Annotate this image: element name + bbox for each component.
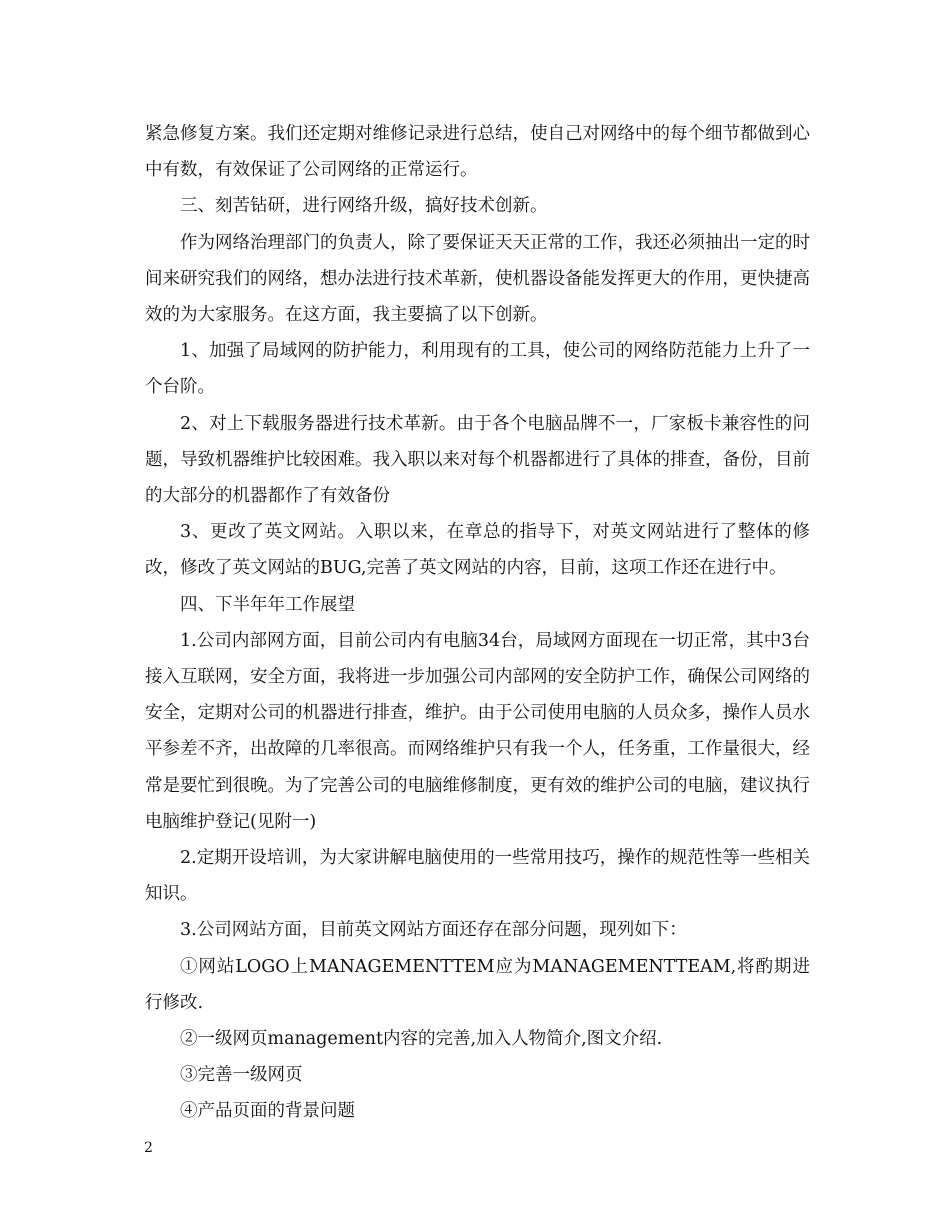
paragraph: 三、刻苦钻研，进行网络升级，搞好技术创新。 (180, 196, 548, 217)
paragraph: 作为网络治理部门的负责人，除了要保证天天正常的工作，我还必须抽出一定的时间来研究我们的网络，想办法进行技术革新，使机器设备能发挥更大的作用，更快捷高效的为大家服务。在这方面，我主要搞了以下创新。 (145, 232, 810, 326)
paragraph: 1.公司内部网方面，目前公司内有电脑34台，局域网方面现在一切正常，其中3台接入互联网，安全方面，我将进一步加强公司内部网的安全防护工作，确保公司网络的安全，定期对公司的机器进行排查，维护。由于公司使用电脑的人员众多，操作人员水平参差不齐，出故障的几率很高。而网络维护只有我一个人，任务重，工作量很大，经常是要忙到很晚。为了完善公司的电脑维修制度，更有效的维护公司的电脑，建议执行电脑维护登记(见附一) (145, 630, 810, 832)
paragraph: 四、下半年年工作展望 (180, 594, 355, 615)
paragraph: 紧急修复方案。我们还定期对维修记录进行总结，使自己对网络中的每个细节都做到心中有数，有效保证了公司网络的正常运行。 (145, 124, 810, 181)
paragraph: ③完善一级网页 (180, 1065, 303, 1086)
paragraph: ①网站LOGO上MANAGEMENTTEM应为MANAGEMENTTEAM,将酌期进行修改. (145, 956, 810, 1013)
paragraph: ④产品页面的背景问题 (180, 1101, 355, 1122)
paragraph: 1、加强了局域网的防护能力，利用现有的工具，使公司的网络防范能力上升了一个台阶。 (145, 341, 810, 398)
paragraph: ②一级网页management内容的完善,加入人物简介,图文介绍. (180, 1029, 663, 1050)
paragraph: 2、对上下载服务器进行技术革新。由于各个电脑品牌不一，厂家板卡兼容性的问题，导致机器维护比较困难。我入职以来对每个机器都进行了具体的排查，备份，目前的大部分的机器都作了有效备份 (145, 413, 810, 507)
body-text (145, 116, 810, 1130)
paragraph: 2.定期开设培训，为大家讲解电脑使用的一些常用技巧，操作的规范性等一些相关知识。 (145, 848, 810, 905)
paragraph: 3.公司网站方面，目前英文网站方面还存在部分问题，现列如下： (180, 920, 687, 941)
page-number: 2 (144, 1140, 153, 1156)
paragraph: 3、更改了英文网站。入职以来，在章总的指导下，对英文网站进行了整体的修改，修改了英文网站的BUG,完善了英文网站的内容，目前，这项工作还在进行中。 (145, 522, 810, 579)
